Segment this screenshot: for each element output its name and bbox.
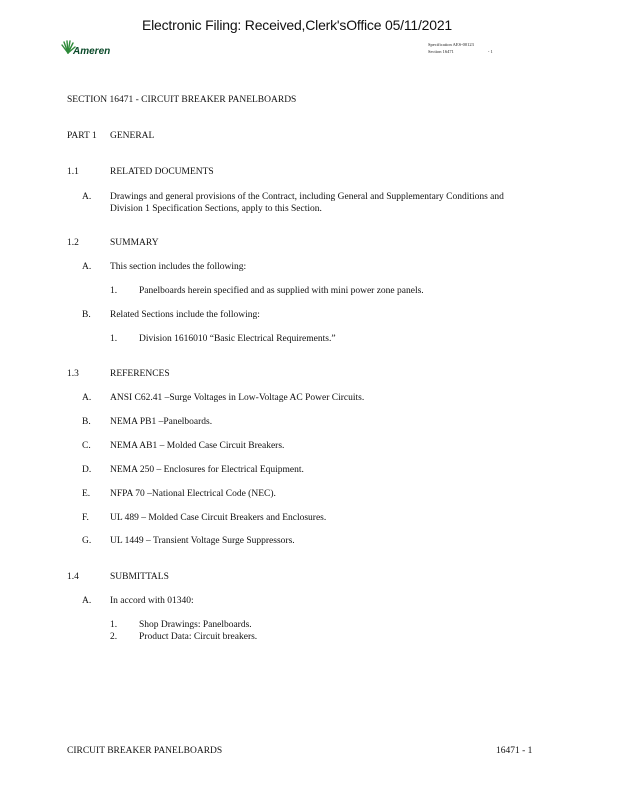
reference-letter: G. [82,536,92,546]
reference-text: UL 1449 – Transient Voltage Surge Suppressors. [110,536,295,546]
subparagraph-number: 2. [110,632,118,642]
article-number: 1.2 [67,238,79,248]
logo-wordmark: Ameren [73,46,111,57]
article-number: 1.1 [67,167,79,177]
paragraph-letter: A. [82,262,92,272]
reference-letter: E. [82,489,91,499]
reference-text: NEMA AB1 – Molded Case Circuit Breakers. [110,441,285,451]
article-title: RELATED DOCUMENTS [110,167,214,177]
subparagraph-text: Division 1616010 “Basic Electrical Requirements.” [139,334,336,344]
reference-letter: B. [82,417,91,427]
spec-page: - 1 [487,49,493,54]
paragraph-line: Drawings and general provisions of the Contract, including General and Supplementary Conditions and [110,192,504,202]
spec-section: Section 16471 [428,49,454,54]
reference-letter: A. [82,393,92,403]
reference-text: ANSI C62.41 –Surge Voltages in Low-Voltage AC Power Circuits. [110,393,365,403]
ameren-logo [60,40,120,62]
footer-page-number: 16471 - 1 [496,746,533,756]
article-number: 1.3 [67,369,79,379]
spec-number: Specification AES-00123 [428,42,474,47]
paragraph-text: Related Sections include the following: [110,310,260,320]
part-number: PART 1 [67,131,97,141]
section-title: SECTION 16471 - CIRCUIT BREAKER PANELBOARDS [67,95,297,105]
reference-text: NEMA PB1 –Panelboards. [110,417,213,427]
subparagraph-number: 1. [110,620,118,630]
filing-stamp: Electronic Filing: Received,Clerk'sOffice 05/11/2021 [142,17,453,33]
article-title: SUBMITTALS [110,572,169,582]
paragraph-text: In accord with 01340: [110,596,194,606]
paragraph-letter: A. [82,596,92,606]
paragraph-text: This section includes the following: [110,262,247,272]
reference-letter: F. [82,513,89,523]
paragraph-letter: A. [82,192,92,202]
subparagraph-number: 1. [110,286,118,296]
spec-header [428,41,493,55]
reference-text: NFPA 70 –National Electrical Code (NEC). [110,489,276,499]
subparagraph-text: Panelboards herein specified and as supplied with mini power zone panels. [139,286,424,296]
paragraph-line: Division 1 Specification Sections, apply to this Section. [110,204,322,214]
reference-text: NEMA 250 – Enclosures for Electrical Equipment. [110,465,304,475]
reference-text: UL 489 – Molded Case Circuit Breakers and Enclosures. [110,513,327,523]
subparagraph-text: Product Data: Circuit breakers. [139,632,258,642]
paragraph-letter: B. [82,310,91,320]
article-title: SUMMARY [110,238,159,248]
article-title: REFERENCES [110,369,170,379]
reference-letter: D. [82,465,92,475]
article-number: 1.4 [67,572,79,582]
subparagraph-text: Shop Drawings: Panelboards. [139,620,252,630]
reference-letter: C. [82,441,91,451]
footer-title: CIRCUIT BREAKER PANELBOARDS [67,746,223,756]
subparagraph-number: 1. [110,334,118,344]
paragraph-text [110,191,504,215]
part-title: GENERAL [110,131,155,141]
